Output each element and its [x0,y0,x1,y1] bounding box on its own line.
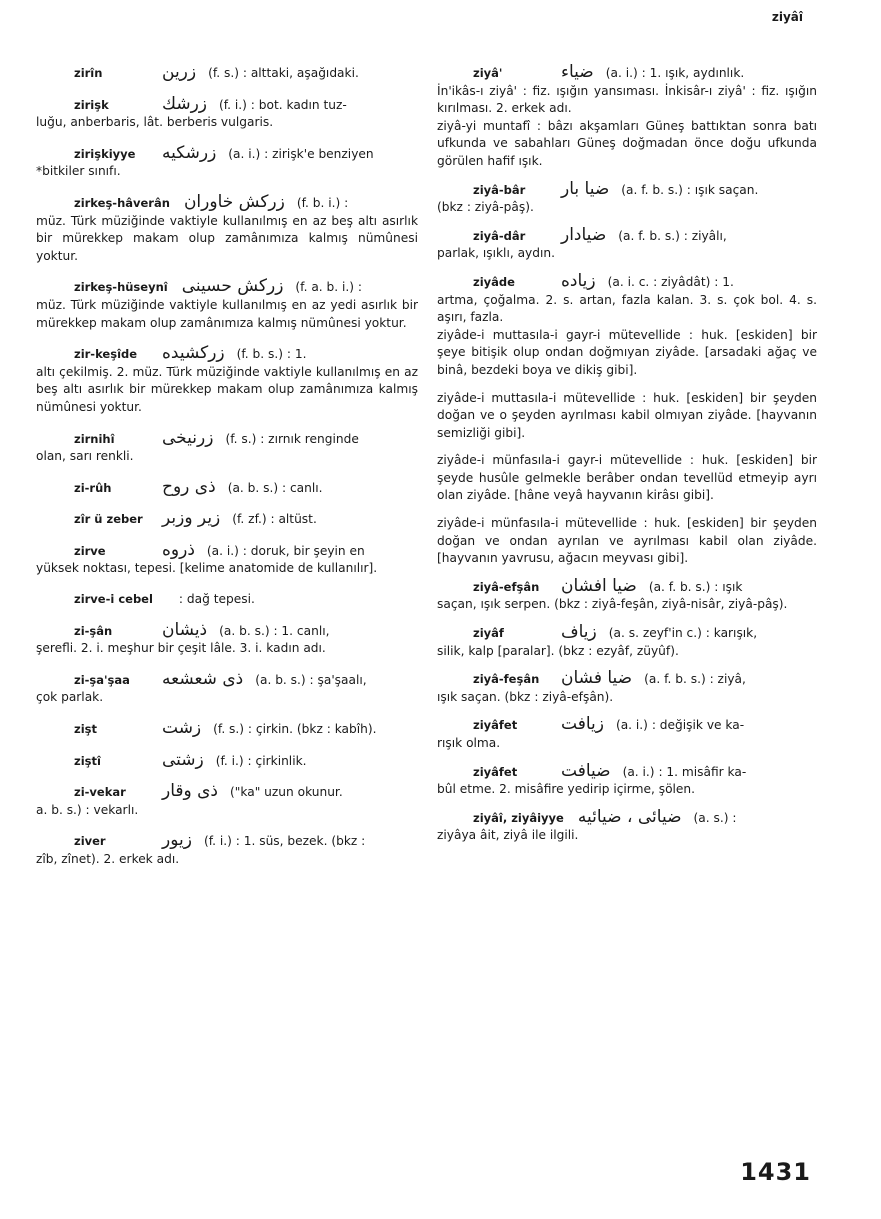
arabic-script: زرشكيه [162,142,217,163]
definition-continued: a. b. s.) : vekarlı. [36,802,139,817]
definition-continued: İn'ikâs-ı ziyâ' : fiz. ışığın yansıması. İnkisâr-ı ziyâ' : fiz. ışığın kırılması. 2. erkek adı. [437,83,817,116]
definition-continued: (bkz : ziyâ-pâş). [437,200,534,215]
sub-entry: ziyâ-yi muntafî : bâzı akşamları Güneş battıktan sonra batı ufkunda ve sabahları Güneş doğmadan önce doğu ufkunda görülen hafif ışık. [437,118,817,168]
definition-continued: bûl etme. 2. misâfire yedirip içirme, şölen. [437,782,696,797]
arabic-script: زرشك [162,93,207,114]
dictionary-entry [437,390,817,443]
headword: zi-şân [74,623,113,638]
dictionary-entry [36,427,418,466]
arabic-script: زياف [561,622,597,643]
dictionary-entry [36,832,418,868]
dictionary-entry [36,749,418,771]
definition-continued: ışık saçan. (bkz : ziyâ-efşân). [437,689,614,704]
arabic-script: زيافت [561,714,604,735]
definition-start: (a. b. s.) : canlı. [227,480,323,495]
arabic-script: ذروه [162,539,195,560]
definition-continued: rışık olma. [437,736,501,750]
headword: zirve [74,543,106,558]
headword: zirve-i cebel [74,592,153,607]
definition-start: (a. b. s.) : 1. canlı, [219,623,330,638]
entry-headline [437,575,817,597]
headword: ziyâ-dâr [473,228,526,243]
headword: zi-şa'şaa [74,672,130,687]
arabic-script: زركش خاوران [183,191,285,212]
definition-start: (a. f. b. s.) : ışık saçan. [621,182,759,197]
entry-headline [36,427,418,449]
entry-headline [36,345,418,364]
arabic-script: ضيافت [561,760,611,781]
definition-start: (f. a. b. i.) : [295,280,363,295]
headword: zirkeş-hâverân [74,195,170,210]
arabic-script: زيور [162,830,192,851]
arabic-script: ضياء [561,62,594,82]
arabic-script: زياده [561,270,596,291]
headword: ziştî [74,753,101,768]
arabic-script: زير وزبر [162,508,221,529]
arabic-script: ضيائى ، ضيائيه [577,806,682,827]
headword: ziyâfet [473,764,518,779]
headword: ziyâ' [473,66,503,80]
entry-headline [36,668,418,690]
arabic-script: ذى شعشعه [162,668,244,689]
dictionary-entry [36,591,418,609]
definition-start: ("ka" uzun okunur. [230,785,343,800]
definition-continued: parlak, ışıklı, aydın. [437,246,555,261]
dictionary-entry [437,670,817,706]
entry-headline [36,619,418,641]
definition-continued: yüksek noktası, tepesi. [kelime anatomide de kullanılır]. [36,561,378,576]
entry-headline [36,749,418,771]
right-column [437,64,817,855]
arabic-script: زركش حسينى [181,276,284,297]
dictionary-entry [36,539,418,578]
sub-entry: ziyâde-i muttasıla-i mütevellide : huk. [eskiden] bir şeyden doğan ve o şeyden ayrılması kabil olmıyan ziyâde. [hayvanın semizliği gibi]. [437,390,817,440]
definition-start: (a. s. zeyf'in c.) : karışık, [608,626,758,641]
page-number: 1431 [740,1158,811,1186]
definition-start: (a. i.) : 1. ışık, aydınlık. [605,66,745,80]
entry-headline [437,670,817,689]
definition-start: (f. i.) : çirkinlik. [215,753,307,768]
arabic-script: زركشيده [162,343,225,364]
headword: ziyâ-bâr [473,182,526,197]
definition-start: (a. i.) : zirişk'e benziyen [228,146,374,161]
arabic-script: ضيا افشان [561,575,637,596]
definition-start: (a. i.) : 1. misâfir ka- [622,764,747,779]
definition-start: (f. i.) : 1. süs, bezek. (bkz : [203,834,366,849]
entry-headline [437,178,817,200]
headword: zi-rûh [74,480,112,495]
entry-headline [437,64,817,83]
entry-headline [36,278,418,297]
headword: ziver [74,834,106,849]
arabic-script: ضيادار [561,224,607,245]
headword: ziyâde [473,274,515,289]
headword: ziyâ-feşân [473,672,540,687]
definition-continued: *bitkiler sınıfı. [36,164,121,179]
dictionary-entry [437,624,817,660]
arabic-script: زشتى [162,749,204,770]
definition-continued: zîb, zînet). 2. erkek adı. [36,852,180,866]
definition-start: (f. s.) : zırnık renginde [225,431,359,446]
definition-start: (a. i. c. : ziyâdât) : 1. [607,274,734,289]
definition-start: (a. f. b. s.) : ziyâlı, [618,228,727,243]
dictionary-entry [36,142,418,181]
dictionary-entry [437,575,817,614]
entry-headline [437,624,817,643]
definition-start: (f. s.) : çirkin. (bkz : kabîh). [213,722,377,737]
entry-headline [36,510,418,529]
definition-start: (f. i.) : bot. kadın tuz- [219,97,347,112]
headword: zirnihî [74,431,115,446]
definition-continued: ziyâya âit, ziyâ ile ilgili. [437,828,579,843]
headword: zirkeş-hüseynî [74,280,168,295]
definition-continued: müz. Türk müziğinde vaktiyle kullanılmış en az yedi asırlık bir mürekkep makam olup zamânımıza kalmış nümûnesi yoktur. [36,297,418,330]
definition-start: (f. b. i.) : [296,195,349,210]
arabic-script: ذى وقار [162,781,219,802]
dictionary-entry [437,270,817,380]
dictionary-entry [36,619,418,658]
entry-headline [36,720,418,739]
left-column [36,64,418,882]
dictionary-entry [36,345,418,416]
headword: ziyâî, ziyâiyye [473,810,564,825]
dictionary-entry [437,716,817,752]
headword: zişt [74,722,97,737]
definition-start: (a. f. b. s.) : ışık [648,579,743,594]
entry-headline [437,224,817,246]
dictionary-entry [36,783,418,819]
dictionary-entry [437,64,817,171]
definition-start: : dağ tepesi. [178,592,255,607]
headword: zîr ü zeber [74,512,143,527]
dictionary-entry [36,476,418,498]
entry-headline [36,64,418,83]
entry-headline [36,783,418,802]
definition-start: (a. s.) : [693,810,737,825]
dictionary-entry [36,93,418,132]
entry-headline [36,191,418,213]
definition-continued: olan, sarı renkli. [36,449,134,464]
entry-headline [36,591,418,609]
dictionary-entry [437,452,817,505]
dictionary-entry [437,806,817,845]
entry-headline [36,832,418,851]
dictionary-entry [437,224,817,263]
definition-continued: luğu, anberbaris, lât. berberis vulgaris. [36,115,274,130]
entry-headline [437,270,817,292]
arabic-script: زشت [162,718,202,739]
entry-headline [437,806,817,828]
definition-continued: saçan, ışık serpen. (bkz : ziyâ-feşân, ziyâ-nisâr, ziyâ-pâş). [437,597,788,612]
entry-headline [36,93,418,115]
arabic-script: ضيا بار [561,178,610,199]
dictionary-entry [437,178,817,217]
dictionary-entry [36,720,418,739]
arabic-script: زرنيخى [162,427,214,448]
entry-headline [36,476,418,498]
dictionary-entry [36,278,418,332]
headword: zi-vekar [74,785,126,800]
entry-headline [36,539,418,561]
arabic-script: ذى روح [162,476,216,497]
headword: zirişk [74,97,109,112]
arabic-script: ضيا فشان [561,668,633,689]
definition-start: (f. s.) : alttaki, aşağıdaki. [208,66,359,80]
dictionary-entry [36,510,418,529]
headword: ziyâ-efşân [473,579,540,594]
definition-start: (a. b. s.) : şa'şaalı, [255,672,367,687]
definition-continued: çok parlak. [36,690,104,705]
definition-start: (f. b. s.) : 1. [236,347,307,362]
definition-continued: artma, çoğalma. 2. s. artan, fazla kalan. 3. s. çok bol. 4. s. aşırı, fazla. [437,292,817,325]
entry-headline [36,142,418,164]
definition-start: (f. zf.) : altüst. [232,512,317,527]
definition-start: (a. f. b. s.) : ziyâ, [644,672,746,687]
dictionary-entry [437,760,817,799]
headword: ziyâfet [473,718,518,733]
definition-start: (a. i.) : doruk, bir şeyin en [206,543,365,558]
running-head: ziyâî [771,10,803,24]
arabic-script: زرين [162,62,197,82]
dictionary-entry [36,668,418,707]
headword: zir-keşîde [74,347,138,362]
definition-continued: şerefli. 2. i. meşhur bir çeşit lâle. 3. i. kadın adı. [36,641,326,656]
definition-continued: altı çekilmiş. 2. müz. Türk müziğinde vaktiyle kullanılmış en az beş altı asırlık bir mürekkep makam olup zamânımıza kalmış nümûnesi yoktur. [36,364,418,414]
sub-entry: ziyâde-i muttasıla-i gayr-i mütevellide : huk. [eskiden] bir şeye bitişik olup ondan doğmıyan ziyâde. [arsadaki ağaç ve binâ, bezdeki boya ve dikiş gibi]. [437,327,817,377]
entry-headline [437,716,817,735]
arabic-script: ذيشان [162,619,208,640]
dictionary-entry [437,515,817,568]
sub-entry: ziyâde-i münfasıla-i mütevellide : huk. [eskiden] bir şeyden doğan ve ondan ayrılan ve ayrılması kabil olan ziyâde. [hayvanın yavrusu, ağacın meyvası gibi]. [437,516,817,566]
definition-continued: silik, kalp [paralar]. (bkz : ezyâf, züyûf). [437,643,679,658]
headword: zirîn [74,66,103,80]
sub-entry: ziyâde-i münfasıla-i gayr-i mütevellide : huk. [eskiden] bir şeyde husûle gelmekle berâber ondan tevellüd etmeyip ayrı olan ziyâde. [hâne veyâ hayvanın kirâsı gibi]. [437,453,817,503]
definition-continued: müz. Türk müziğinde vaktiyle kullanılmış en az beş altı asırlık bir mürekkep makam olup zamânımıza kalmış nümûnesi yoktur. [36,213,418,263]
headword: zirişkiyye [74,146,136,161]
headword: ziyâf [473,626,504,641]
dictionary-entry [36,64,418,83]
definition-start: (a. i.) : değişik ve ka- [615,718,745,733]
dictionary-entry [36,191,418,265]
entry-headline [437,760,817,782]
